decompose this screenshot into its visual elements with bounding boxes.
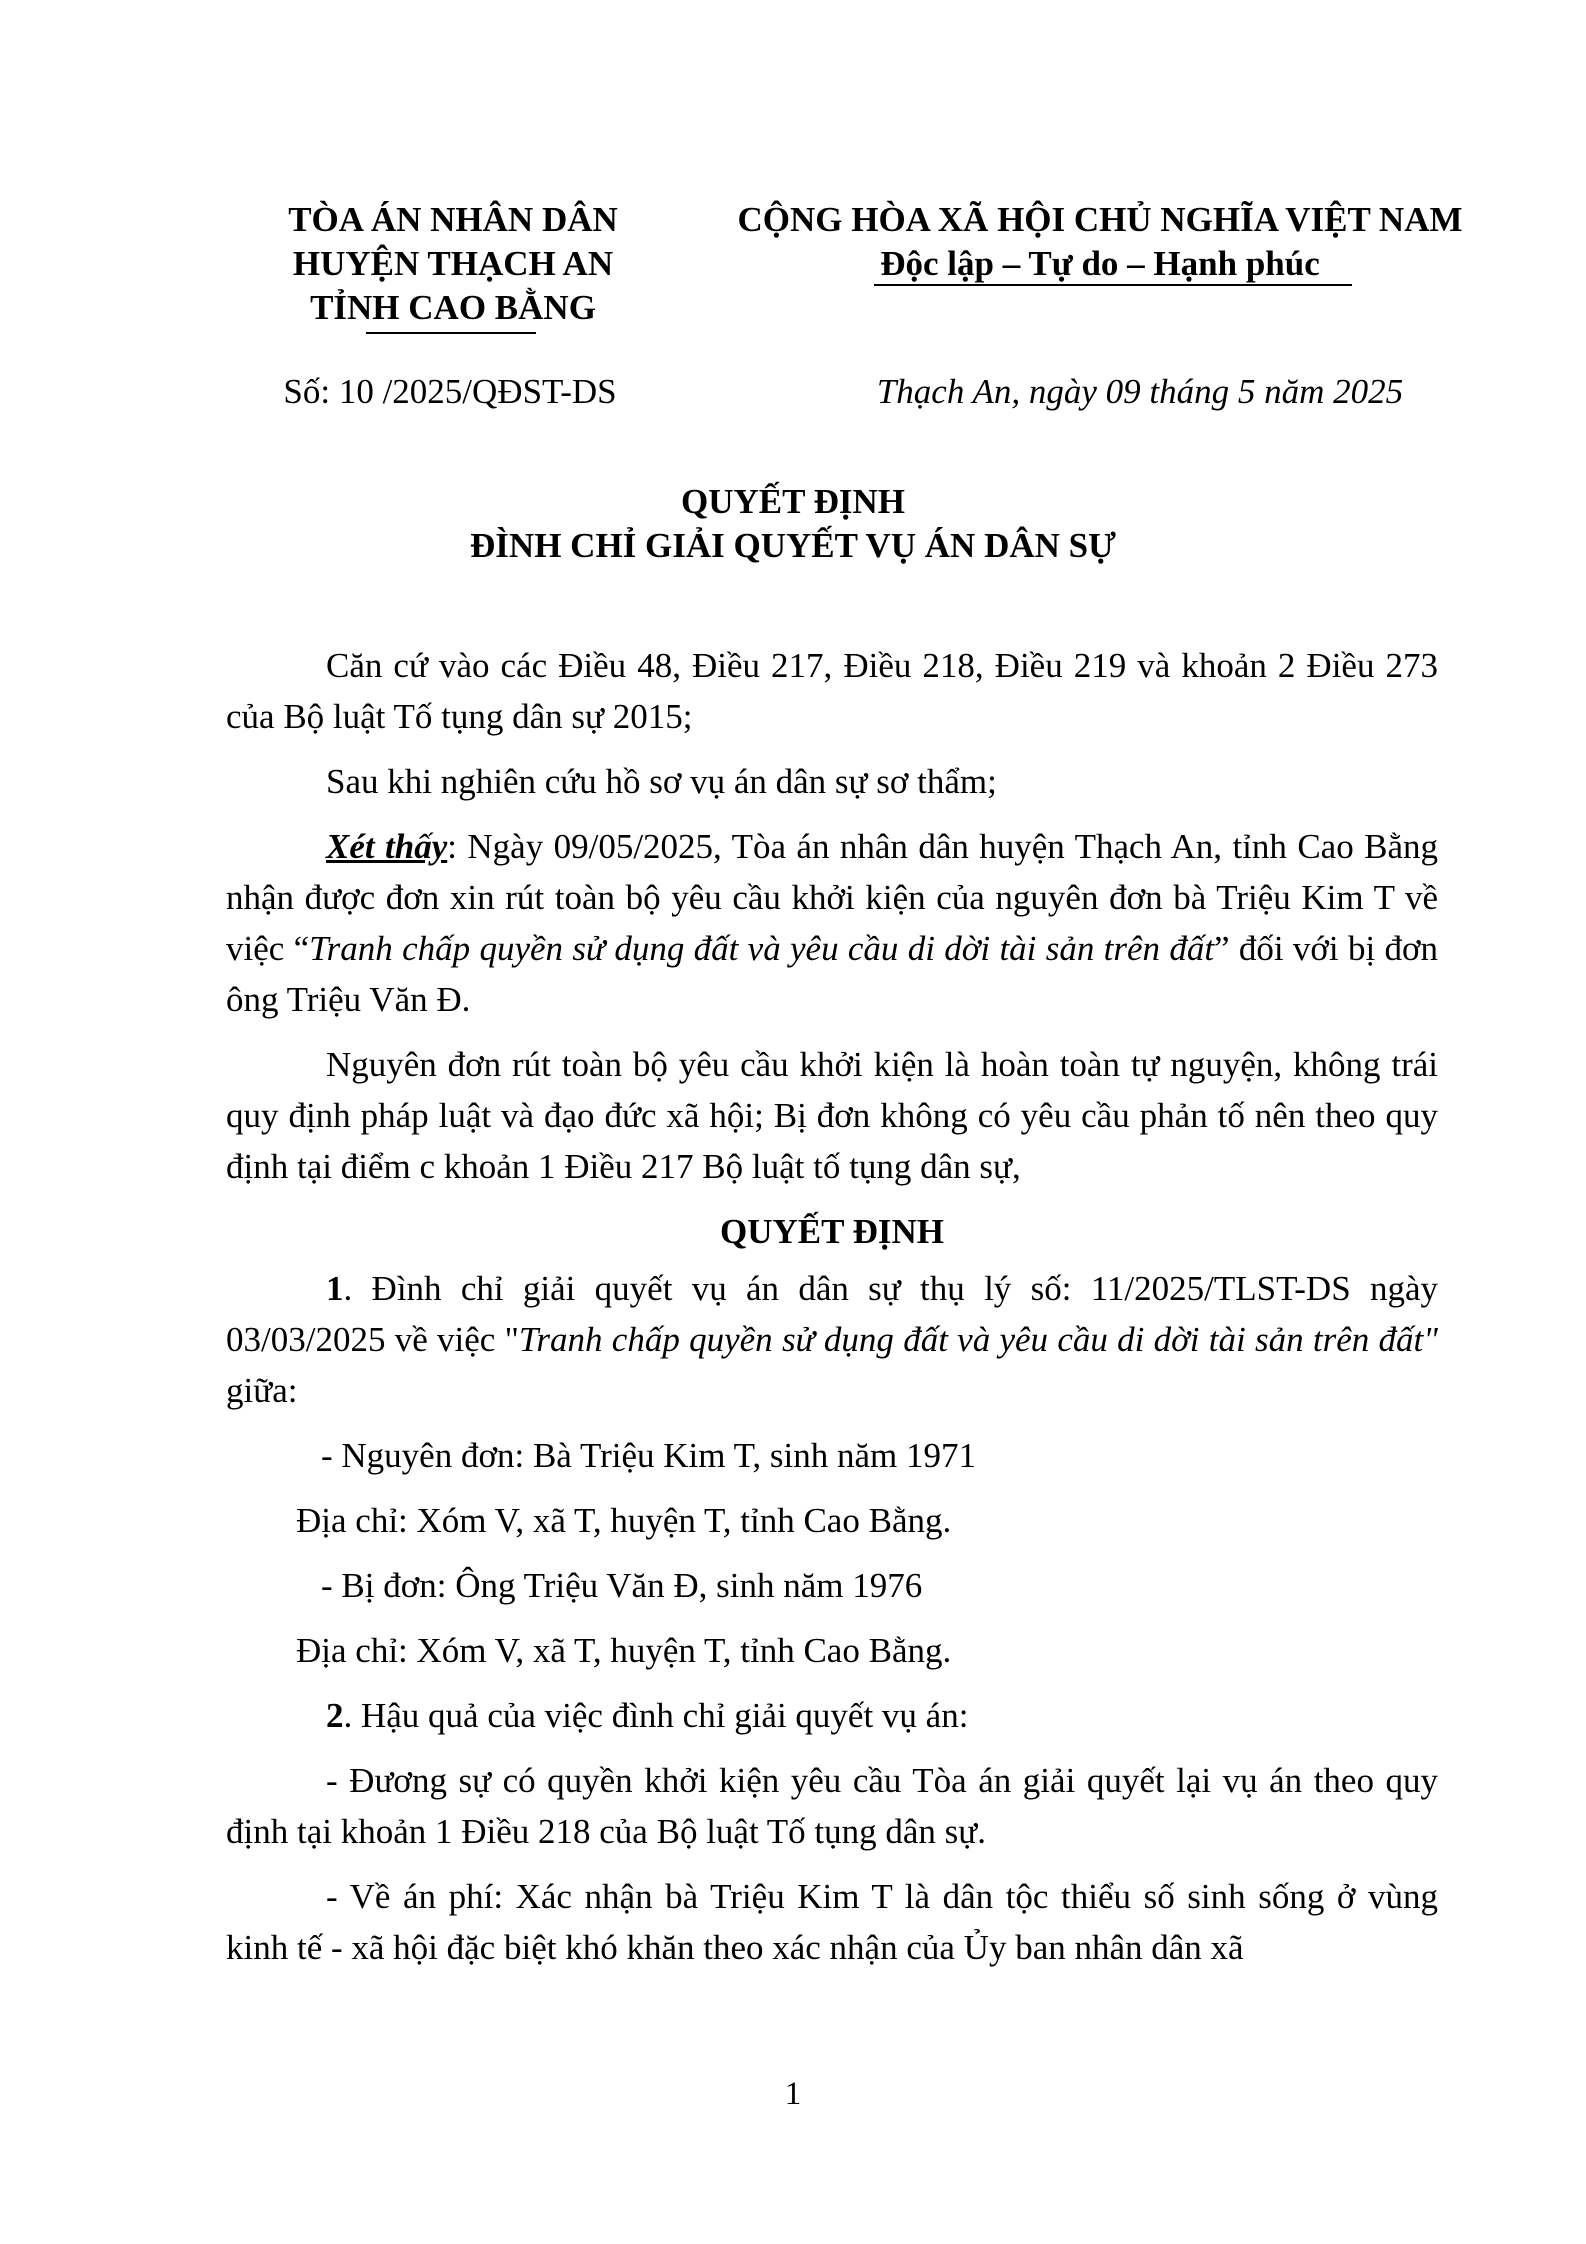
decision-item-2-text: . Hậu quả của việc đình chỉ giải quyết vụ án: [343,1696,969,1735]
finding-text-b: ” đối với bị đơn ông Triệu Văn Đ. [226,929,1438,1019]
court-fee-paragraph: - Về án phí: Xác nhận bà Triệu Kim T là dân tộc thiểu số sinh sống ở vùng kinh tế - xã hội đặc biệt khó khăn theo xác nhận của Ủy ban nhân dân xã [226,1877,1438,1967]
page-number: 1 [784,2076,802,2112]
finding-paragraph [226,821,1438,1025]
court-underline [366,332,536,334]
document-subtitle: ĐÌNH CHỈ GIẢI QUYẾT VỤ ÁN DÂN SỰ [470,526,1116,565]
withdrawal-paragraph: Nguyên đơn rút toàn bộ yêu cầu khởi kiện là hoàn toàn tự nguyện, không trái quy định pháp luật và đạo đức xã hội; Bị đơn không có yêu cầu phản tố nên theo quy định tại điểm c khoản 1 Điều 217 Bộ luật tố tụng dân sự, [226,1045,1438,1186]
finding-text-a: : Ngày 09/05/2025, Tòa án nhân dân huyện Thạch An, tỉnh Cao Bằng nhận được đơn xin rút toàn bộ yêu cầu khởi kiện của nguyên đơn bà Triệu Kim T về việc “ [226,827,1438,968]
document-title: QUYẾT ĐỊNH [681,482,905,521]
legal-basis-paragraph: Căn cứ vào các Điều 48, Điều 217, Điều 218, Điều 219 và khoản 2 Điều 273 của Bộ luật Tố tụng dân sự 2015; [226,646,1438,736]
consequence-paragraph-1: - Đương sự có quyền khởi kiện yêu cầu Tòa án giải quyết lại vụ án theo quy định tại khoản 1 Điều 218 của Bộ luật Tố tụng dân sự. [226,1761,1438,1851]
court-line-2: HUYỆN THẠCH AN [292,244,614,283]
defendant-line: - Bị đơn: Ông Triệu Văn Đ, sinh năm 1976 [321,1566,923,1605]
decision-item-2 [226,1690,1438,1741]
national-title [690,198,1510,286]
republic-name: CỘNG HÒA XÃ HỘI CHỦ NGHĨA VIỆT NAM [737,200,1463,239]
decision-item-1 [226,1263,1438,1416]
review-paragraph: Sau khi nghiên cứu hồ sơ vụ án dân sự sơ thẩm; [326,762,997,801]
document-body [226,640,1438,1987]
finding-label: Xét thấy [326,827,448,866]
document-number: Số: 10 /2025/QĐST-DS [283,372,617,411]
decision-item-1-dispute: Tranh chấp quyền sử dụng đất và yêu cầu di dời tài sản trên đất" [518,1320,1438,1359]
decision-item-1-text-a: . Đình chỉ giải quyết vụ án dân sự thụ lý số: 11/2025/TLST-DS ngày 03/03/2025 về việc " [226,1269,1438,1359]
court-line-1: TÒA ÁN NHÂN DÂN [288,200,618,239]
defendant-address: Địa chỉ: Xóm V, xã T, huyện T, tỉnh Cao Bằng. [296,1631,952,1670]
plaintiff-line: - Nguyên đơn: Bà Triệu Kim T, sinh năm 1971 [321,1436,976,1475]
plaintiff-address: Địa chỉ: Xóm V, xã T, huyện T, tỉnh Cao Bằng. [296,1501,952,1540]
motto-underline [874,284,1352,286]
national-motto: Độc lập – Tự do – Hạnh phúc [880,244,1320,283]
decision-item-1-text-b: giữa: [226,1371,298,1410]
court-line-3: TỈNH CAO BẰNG [310,288,596,327]
court-name [248,198,658,330]
decision-heading: QUYẾT ĐỊNH [720,1212,944,1251]
place-and-date: Thạch An, ngày 09 tháng 5 năm 2025 [876,372,1404,411]
dispute-name: Tranh chấp quyền sử dụng đất và yêu cầu di dời tài sản trên đất [309,929,1215,968]
decision-item-2-number: 2 [326,1696,344,1735]
decision-item-1-number: 1 [326,1269,344,1308]
